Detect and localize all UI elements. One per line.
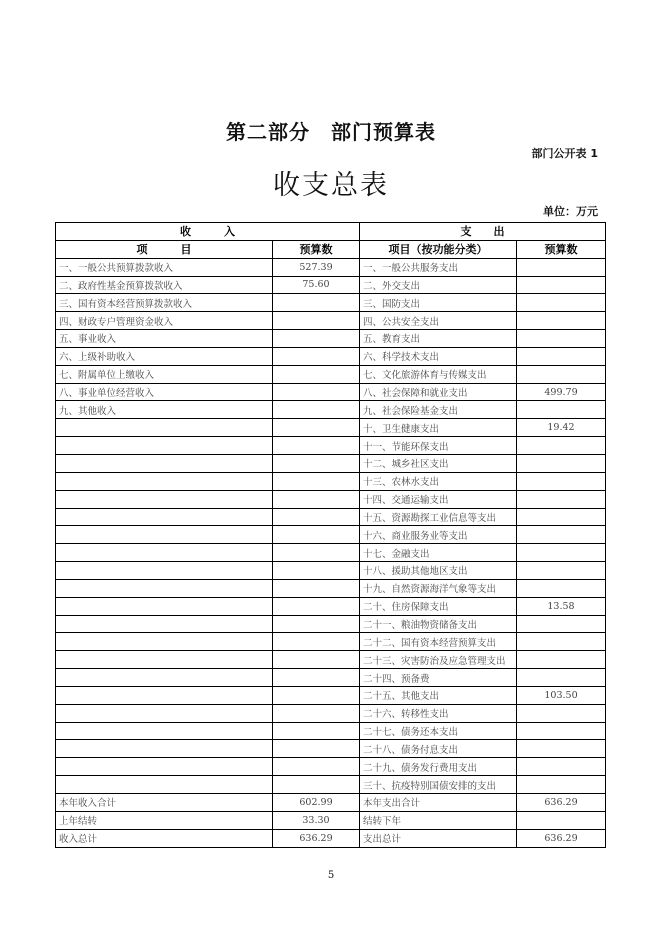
expense-item-label: 十九、自然资源海洋气象等支出 — [360, 579, 517, 597]
expense-item-label: 一、一般公共服务支出 — [360, 258, 517, 276]
income-item-label — [56, 686, 273, 704]
income-item-value — [273, 454, 360, 472]
table-row — [56, 276, 606, 294]
expense-item-value — [517, 312, 606, 330]
expense-item-label: 四、公共安全支出 — [360, 312, 517, 330]
table-row — [56, 686, 606, 704]
table-row — [56, 472, 606, 490]
total-expense-label: 结转下年 — [360, 811, 517, 829]
expense-item-label: 二、外交支出 — [360, 276, 517, 294]
income-item-value — [273, 562, 360, 580]
expense-item-label: 二十五、其他支出 — [360, 686, 517, 704]
table-row — [56, 365, 606, 383]
total-expense-value: 636.29 — [517, 829, 606, 847]
table-row — [56, 330, 606, 348]
expense-item-value — [517, 776, 606, 794]
column-header-row — [56, 240, 606, 258]
income-item-value — [273, 544, 360, 562]
income-item-label — [56, 419, 273, 437]
expense-item-value — [517, 722, 606, 740]
income-item-label — [56, 490, 273, 508]
income-item-value: 75.60 — [273, 276, 360, 294]
total-row — [56, 811, 606, 829]
income-item-value — [273, 776, 360, 794]
income-item-value — [273, 383, 360, 401]
income-item-value — [273, 740, 360, 758]
expense-item-value — [517, 437, 606, 455]
table-row — [56, 704, 606, 722]
expense-item-label: 十三、农林水支出 — [360, 472, 517, 490]
expense-item-value — [517, 579, 606, 597]
income-item-label: 七、附属单位上缴收入 — [56, 365, 273, 383]
expense-item-value — [517, 758, 606, 776]
expense-item-value — [517, 669, 606, 687]
expense-item-value — [517, 472, 606, 490]
income-item-value — [273, 704, 360, 722]
expense-item-value — [517, 704, 606, 722]
expense-item-header: 项目（按功能分类） — [360, 240, 517, 258]
total-expense-label: 本年支出合计 — [360, 794, 517, 812]
expense-item-label: 二十一、粮油物资储备支出 — [360, 615, 517, 633]
income-item-label: 一、一般公共预算拨款收入 — [56, 258, 273, 276]
expense-item-label: 三、国防支出 — [360, 294, 517, 312]
table-row — [56, 758, 606, 776]
expense-item-value — [517, 633, 606, 651]
income-item-label — [56, 508, 273, 526]
expense-item-label: 十八、援助其他地区支出 — [360, 562, 517, 580]
total-expense-value — [517, 811, 606, 829]
table-row — [56, 562, 606, 580]
income-item-label — [56, 615, 273, 633]
expense-item-label: 三十、抗疫特别国债安排的支出 — [360, 776, 517, 794]
expense-item-label: 二十二、国有资本经营预算支出 — [360, 633, 517, 651]
income-item-label: 六、上级补助收入 — [56, 347, 273, 365]
income-item-label — [56, 454, 273, 472]
table-number: 部门公开表 1 — [531, 147, 598, 160]
income-item-value — [273, 615, 360, 633]
expense-item-label: 二十八、债务付息支出 — [360, 740, 517, 758]
expense-item-value: 103.50 — [517, 686, 606, 704]
expense-item-value: 499.79 — [517, 383, 606, 401]
table-row — [56, 544, 606, 562]
expense-item-label: 十一、节能环保支出 — [360, 437, 517, 455]
income-item-value — [273, 722, 360, 740]
income-item-label — [56, 776, 273, 794]
expense-item-value — [517, 294, 606, 312]
total-income-value: 636.29 — [273, 829, 360, 847]
expense-item-label: 十五、资源勘探工业信息等支出 — [360, 508, 517, 526]
expense-item-label: 二十四、预备费 — [360, 669, 517, 687]
expense-item-label: 八、社会保障和就业支出 — [360, 383, 517, 401]
income-item-label — [56, 472, 273, 490]
income-item-label — [56, 722, 273, 740]
budget-summary-table — [55, 222, 606, 848]
total-income-label: 上年结转 — [56, 811, 273, 829]
expense-item-label: 七、文化旅游体育与传媒支出 — [360, 365, 517, 383]
table-title: 收支总表 — [273, 170, 389, 201]
total-row — [56, 829, 606, 847]
income-item-label: 二、政府性基金预算拨款收入 — [56, 276, 273, 294]
income-item-label — [56, 579, 273, 597]
table-row — [56, 419, 606, 437]
income-item-header: 项 目 — [56, 240, 273, 258]
total-income-value: 33.30 — [273, 811, 360, 829]
expense-item-value — [517, 508, 606, 526]
table-row — [56, 615, 606, 633]
table-row — [56, 633, 606, 651]
expense-item-label: 二十九、债务发行费用支出 — [360, 758, 517, 776]
income-item-value — [273, 365, 360, 383]
expense-amount-header: 预算数 — [517, 240, 606, 258]
table-row — [56, 258, 606, 276]
expense-item-value — [517, 276, 606, 294]
income-item-value — [273, 526, 360, 544]
income-item-value — [273, 508, 360, 526]
expense-item-label: 十四、交通运输支出 — [360, 490, 517, 508]
total-income-value: 602.99 — [273, 794, 360, 812]
expense-item-value — [517, 454, 606, 472]
table-row — [56, 454, 606, 472]
income-item-label — [56, 651, 273, 669]
expense-item-value — [517, 526, 606, 544]
expense-item-label: 十、卫生健康支出 — [360, 419, 517, 437]
income-item-label — [56, 740, 273, 758]
expense-item-label: 十七、金融支出 — [360, 544, 517, 562]
table-row — [56, 669, 606, 687]
table-row — [56, 401, 606, 419]
income-item-value — [273, 633, 360, 651]
total-row — [56, 794, 606, 812]
income-item-label — [56, 704, 273, 722]
income-item-value — [273, 294, 360, 312]
income-item-label: 九、其他收入 — [56, 401, 273, 419]
expense-item-label: 十六、商业服务业等支出 — [360, 526, 517, 544]
total-expense-value: 636.29 — [517, 794, 606, 812]
table-row — [56, 722, 606, 740]
income-item-label — [56, 562, 273, 580]
table-row — [56, 526, 606, 544]
section-header-row — [56, 223, 606, 241]
expense-item-label: 二十六、转移性支出 — [360, 704, 517, 722]
income-item-value — [273, 490, 360, 508]
income-section-header: 收 入 — [56, 223, 360, 241]
income-item-value — [273, 758, 360, 776]
income-item-value — [273, 401, 360, 419]
income-item-label — [56, 526, 273, 544]
expense-item-value — [517, 740, 606, 758]
income-item-label — [56, 633, 273, 651]
income-item-value — [273, 330, 360, 348]
expense-item-value — [517, 490, 606, 508]
table-row — [56, 597, 606, 615]
total-income-label: 本年收入合计 — [56, 794, 273, 812]
income-item-label: 八、事业单位经营收入 — [56, 383, 273, 401]
expense-item-label: 九、社会保险基金支出 — [360, 401, 517, 419]
expense-item-label: 二十、住房保障支出 — [360, 597, 517, 615]
income-item-value: 527.39 — [273, 258, 360, 276]
income-item-value — [273, 686, 360, 704]
expense-item-label: 二十三、灾害防治及应急管理支出 — [360, 651, 517, 669]
table-row — [56, 508, 606, 526]
income-item-label — [56, 758, 273, 776]
expense-item-value: 13.58 — [517, 597, 606, 615]
income-item-label: 三、国有资本经营预算拨款收入 — [56, 294, 273, 312]
expense-section-header: 支 出 — [360, 223, 606, 241]
expense-item-value — [517, 365, 606, 383]
expense-item-value — [517, 544, 606, 562]
income-item-label — [56, 669, 273, 687]
expense-item-value — [517, 330, 606, 348]
table-row — [56, 579, 606, 597]
table-row — [56, 490, 606, 508]
expense-item-value — [517, 401, 606, 419]
income-item-label: 四、财政专户管理资金收入 — [56, 312, 273, 330]
income-item-value — [273, 579, 360, 597]
income-item-value — [273, 437, 360, 455]
total-expense-label: 支出总计 — [360, 829, 517, 847]
table-row — [56, 651, 606, 669]
expense-item-value — [517, 562, 606, 580]
income-item-label — [56, 437, 273, 455]
part-title: 第二部分 部门预算表 — [226, 120, 436, 144]
expense-item-value: 19.42 — [517, 419, 606, 437]
table-row — [56, 437, 606, 455]
income-item-value — [273, 669, 360, 687]
table-row — [56, 312, 606, 330]
expense-item-label: 十二、城乡社区支出 — [360, 454, 517, 472]
table-row — [56, 740, 606, 758]
income-item-label — [56, 597, 273, 615]
total-income-label: 收入总计 — [56, 829, 273, 847]
table-row — [56, 776, 606, 794]
expense-item-label: 二十七、债务还本支出 — [360, 722, 517, 740]
expense-item-value — [517, 615, 606, 633]
expense-item-value — [517, 258, 606, 276]
income-item-value — [273, 347, 360, 365]
unit-label: 单位：万元 — [543, 205, 598, 218]
expense-item-value — [517, 651, 606, 669]
table-row — [56, 347, 606, 365]
expense-item-label: 五、教育支出 — [360, 330, 517, 348]
income-item-label: 五、事业收入 — [56, 330, 273, 348]
income-item-value — [273, 312, 360, 330]
income-item-value — [273, 472, 360, 490]
income-item-value — [273, 597, 360, 615]
income-amount-header: 预算数 — [273, 240, 360, 258]
income-item-label — [56, 544, 273, 562]
expense-item-label: 六、科学技术支出 — [360, 347, 517, 365]
expense-item-value — [517, 347, 606, 365]
income-item-value — [273, 651, 360, 669]
income-item-value — [273, 419, 360, 437]
table-row — [56, 383, 606, 401]
table-row — [56, 294, 606, 312]
page-number: 5 — [327, 870, 335, 881]
